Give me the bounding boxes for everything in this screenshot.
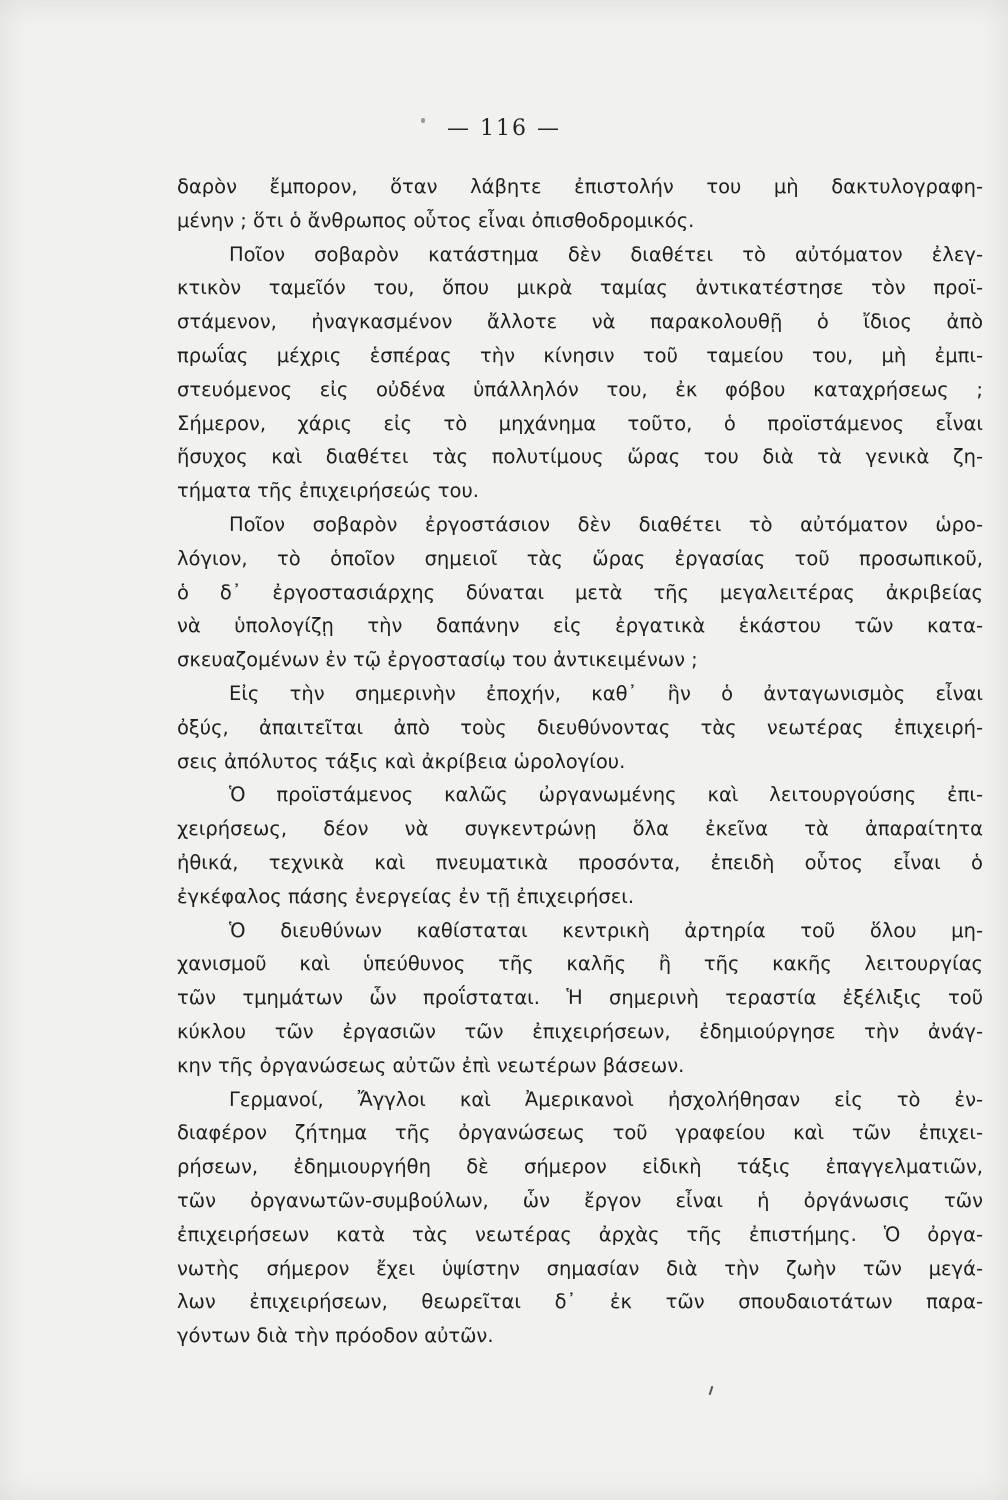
stray-mark [709, 1386, 714, 1395]
text-line: Εἰς τὴν σημερινὴν ἐποχήν, καθ᾽ ἣν ὁ ἀνταγωνισμὸς εἶναι [229, 681, 983, 705]
text-line: κην τῆς ὀργανώσεως αὐτῶν ἐπὶ νεωτέρων βάσεων. [177, 1053, 685, 1077]
text-line: τῶν ὀργανωτῶν-συμβούλων, ὧν ἔργον εἶναι ἡ ὀργάνωσις τῶν [177, 1188, 983, 1212]
text-line: σεις ἀπόλυτος τάξις καὶ ἀκρίβεια ὡρολογίου. [177, 749, 626, 773]
text-line: στευόμενος εἰς οὐδένα ὑπάλληλόν του, ἐκ φόβου καταχρήσεως ; [177, 377, 983, 401]
text-line: ρήσεων, ἐδημιουργήθη δὲ σήμερον εἰδικὴ τάξις ἐπαγγελματιῶν, [177, 1155, 983, 1179]
text-line: Σήμερον, χάρις εἰς τὸ μηχάνημα τοῦτο, ὁ προϊστάμενος εἶναι [177, 411, 983, 435]
text-line: Ὁ προϊστάμενος καλῶς ὠργανωμένης καὶ λειτουργούσης ἐπι- [229, 783, 983, 807]
text-line: δαρὸν ἔμπορον, ὅταν λάβητε ἐπιστολήν του μὴ δακτυλογραφη- [177, 175, 983, 198]
text-line: νὰ ὑπολογίζῃ τὴν δαπάνην εἰς ἐργατικὰ ἑκάστου τῶν κατα- [177, 614, 983, 638]
text-line: χανισμοῦ καὶ ὑπεύθυνος τῆς καλῆς ἢ τῆς κακῆς λειτουργίας [177, 952, 983, 976]
text-line: μένην ; ὅτι ὁ ἄνθρωπος οὗτος εἶναι ὀπισθοδρομικός. [177, 208, 695, 232]
text-line: γόντων διὰ τὴν πρόοδον αὐτῶν. [177, 1324, 494, 1348]
text-line: κτικὸν ταμεῖόν του, ὅπου μικρὰ ταμίας ἀντικατέστησε τὸν προϊ- [177, 276, 983, 300]
text-line: ἥσυχος καὶ διαθέτει τὰς πολυτίμους ὥρας του διὰ τὰ γενικὰ ζη- [177, 445, 983, 469]
text-line: πρωΐας μέχρις ἑσπέρας τὴν κίνησιν τοῦ ταμείου του, μὴ ἐμπι- [177, 343, 983, 367]
text-line: στάμενον, ἠναγκασμένον ἄλλοτε νὰ παρακολουθῇ ὁ ἴδιος ἀπὸ [177, 310, 983, 334]
text-line: ἐγκέφαλος πάσης ἐνεργείας ἐν τῇ ἐπιχειρήσει. [177, 884, 635, 908]
text-line: Ποῖον σοβαρὸν ἐργοστάσιον δὲν διαθέτει τὸ αὐτόματον ὡρο- [229, 512, 983, 536]
text-line: τῶν τμημάτων ὧν προΐσταται. Ἡ σημερινὴ τεραστία ἐξέλιξις τοῦ [177, 986, 983, 1010]
text-line: διαφέρον ζήτημα τῆς ὀργανώσεως τοῦ γραφείου καὶ τῶν ἐπιχει- [177, 1121, 983, 1145]
text-line: Ὁ διευθύνων καθίσταται κεντρικὴ ἀρτηρία τοῦ ὅλου μη- [229, 918, 983, 942]
text-line: Γερμανοί, Ἄγγλοι καὶ Ἀμερικανοὶ ἠσχολήθησαν εἰς τὸ ἐν- [229, 1087, 983, 1111]
text-line: Ποῖον σοβαρὸν κατάστημα δὲν διαθέτει τὸ αὐτόματον ἐλεγ- [229, 242, 983, 266]
text-line: ὁ δ᾽ ἐργοστασιάρχης δύναται μετὰ τῆς μεγαλειτέρας ἀκριβείας [177, 580, 983, 604]
text-line: χειρήσεως, δέον νὰ συγκεντρώνῃ ὅλα ἐκεῖνα τὰ ἀπαραίτητα [177, 817, 983, 841]
text-line: ὀξύς, ἀπαιτεῖται ἀπὸ τοὺς διευθύνοντας τὰς νεωτέρας ἐπιχειρή- [177, 715, 983, 739]
text-line: κύκλου τῶν ἐργασιῶν τῶν ἐπιχειρήσεων, ἐδημιούργησε τὴν ἀνάγ- [177, 1019, 983, 1043]
text-line: λων ἐπιχειρήσεων, θεωρεῖται δ᾽ ἐκ τῶν σπουδαιοτάτων παρα- [177, 1290, 983, 1314]
page-number: — 116 — [447, 116, 561, 141]
text-line: τήματα τῆς ἐπιχειρήσεώς του. [177, 479, 479, 503]
text-line: νωτὴς σήμερον ἔχει ὑψίστην σημασίαν διὰ τὴν ζωὴν τῶν μεγά- [177, 1256, 983, 1280]
text-line: λόγιον, τὸ ὁποῖον σημειοῖ τὰς ὥρας ἐργασίας τοῦ προσωπικοῦ, [177, 546, 983, 570]
body-text [177, 170, 983, 1353]
text-line: σκευαζομένων ἐν τῷ ἐργοστασίῳ του ἀντικειμένων ; [177, 648, 698, 672]
text-line: ἠθικά, τεχνικὰ καὶ πνευματικὰ προσόντα, ἐπειδὴ οὗτος εἶναι ὁ [177, 850, 983, 874]
text-line: ἐπιχειρήσεων κατὰ τὰς νεωτέρας ἀρχὰς τῆς ἐπιστήμης. Ὁ ὀργα- [177, 1222, 983, 1246]
